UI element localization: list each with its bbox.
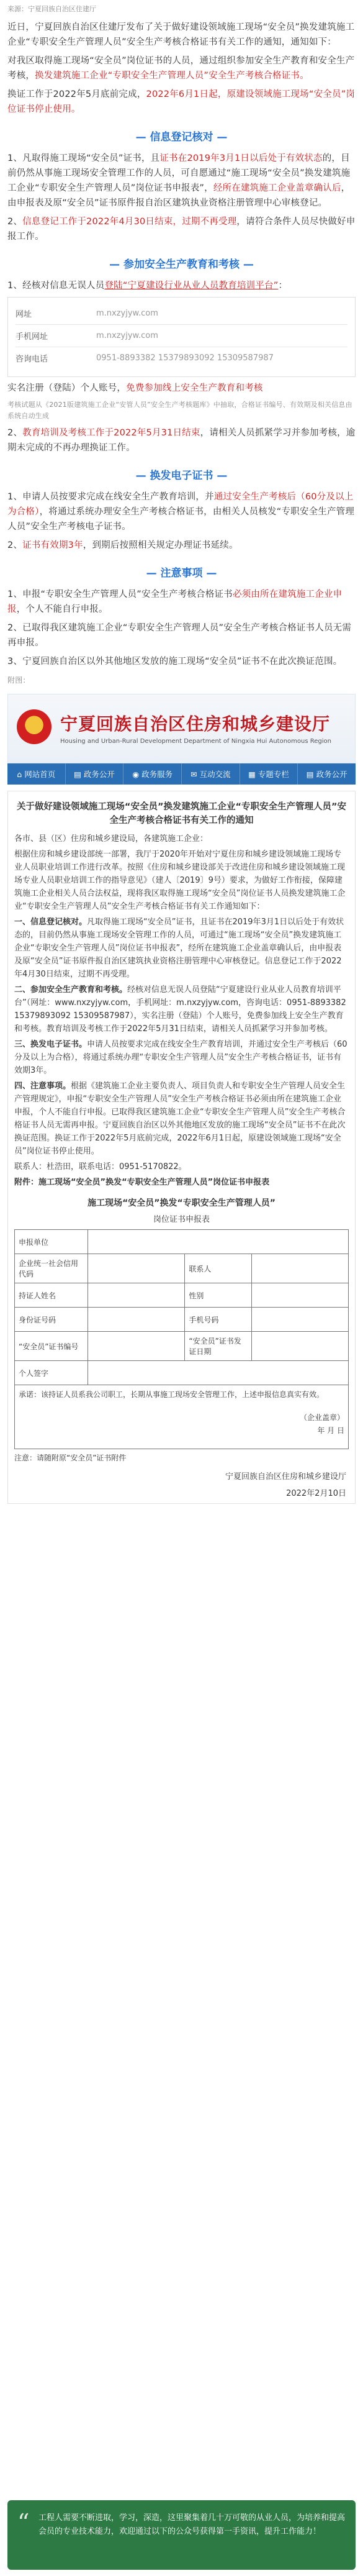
s3-paragraph-2: 2、证书有效期3年，到期后按照相关规定办理证书延续。	[7, 540, 238, 550]
intro-paragraph-2: 对我区取得施工现场“安全员”岗位证书的人员，通过组织参加安全生产教育和安全生产考核，换发建筑施工企业“专职安全生产管理人员”安全生产考核合格证书。	[7, 56, 355, 81]
table-row: 持证人姓名 性别	[15, 1283, 349, 1308]
gov-title: 宁夏回族自治区住房和城乡建设厅	[60, 714, 331, 734]
promise-text: 承诺：该持证人员系我公司职工，长期从事施工现场安全管理工作，上述申报信息真实有效。	[19, 1390, 325, 1399]
exam-note: 考核试题从《2021版建筑施工企业“安管人员”安全生产考核题库》中抽取，合格证书编号、有效期及相关信息由系统自动生成	[7, 401, 352, 420]
service-icon: ◉	[132, 769, 140, 779]
footer-text: 工程人需要不断进取，学习，深造，这里聚集着几十万可敬的从业人员，为培养和提高会员的专业技术能力，欢迎通过以下的公众号获得第一手资讯，提升工作能力！	[38, 2513, 346, 2536]
notice-screenshot	[7, 791, 356, 1504]
form-row: 网址 m.nxzyjyw.com	[16, 303, 347, 325]
form-table-subtitle: 岗位证书申报表	[153, 1215, 210, 1224]
notice-title: 关于做好建设领域施工现场“安全员”换发建筑施工企业“专职安全生产管理人员”安全生产考核合格证书有关工作的通知	[16, 802, 347, 826]
quote-icon: “	[17, 2509, 30, 2536]
signature-date: 2022年2月10日	[286, 1489, 346, 1498]
notice-paragraph: 根据住房和城乡建设部统一部署，我厅于2020年开始对宁夏住房和城乡建设领域施工现场专业人员职业培训工作进行改革。按照《住房和城乡建设部关于改进住房和城乡建设领域施工现场专业人员职业培训工作的指导意见》（建人〔2019〕9号）要求，为做好工作衔接，保障建筑施工企业相关人员合法权益，现将我区取得施工现场“安全员”岗位证书人员换发建筑施工企业“专职安全生产管理人员”安全生产考核合格证书有关工作通知如下：	[14, 850, 346, 911]
notice-item-2: 二、参加安全生产教育和考核。经核对信息无误人员登陆“宁夏建设行业从业人员教育培训平台”（网址：www.nxzyjyw.com，手机网址：m.nxzyjyw.com，咨询电话：0951-8893382 15379893092 15309587987），实名注册（登陆）个人账号，免费参加线上安全生产教育和考核。教育培训及考核工作于2022年5月31日结束，请相关人员抓紧学习并参加考核。	[14, 985, 346, 1034]
nav-topic[interactable]: ▦ 专题专栏	[240, 763, 298, 785]
notice-contact: 联系人：杜浩田，联系电话：0951-5170822。	[14, 1162, 187, 1172]
nav-home[interactable]: ⌂ 网站首页	[7, 763, 66, 785]
table-row: 身份证号码 手机号码	[15, 1308, 349, 1332]
nav-service[interactable]: ◉ 政务服务	[123, 763, 182, 785]
table-row: 申报单位	[15, 1230, 349, 1254]
platform-url-link[interactable]: m.nxzyjyw.com	[96, 309, 158, 318]
seal-text: （企业盖章）	[299, 1413, 344, 1422]
intro-paragraph-1: 近日，宁夏回族自治区住建厅发布了关于做好建设领域施工现场“安全员”换发建筑施工企业“专职安全生产管理人员”安全生产考核合格证书有关工作的通知，通知如下：	[7, 22, 355, 47]
source-line: 来源：宁夏回族自治区住建厅	[7, 5, 96, 13]
national-emblem-icon	[17, 709, 52, 744]
section-title-education-exam: — 参加安全生产教育和考核 —	[0, 255, 363, 271]
nav-interact[interactable]: ✉ 互动交流	[182, 763, 240, 785]
mobile-url-link[interactable]: m.nxzyjyw.com	[96, 331, 158, 340]
notice-item-1: 一、信息登记核对。凡取得施工现场“安全员”证书，且证书在2019年3月1日以后处于有效状态的，目前仍然从事施工现场安全管理工作的人员，可通过“施工现场“安全员”换发建筑施工企业“专职安全生产管理人员”岗位证书申报表”，经所在建筑施工企业盖章确认后，由申报表及原“安全员”证书原件报自治区建筑执业资格注册管理中心审核登记。信息登记工作于2022年4月30日结束，过期不再受理。	[14, 917, 344, 979]
s3-paragraph-1: 1、申请人员按要求完成在线安全生产教育培训，并通过安全生产考核后（60分及以上为合格），将通过系统办理安全生产考核合格证书，由相关人员核发“专职安全生产管理人员”安全生产考核电子证书。	[7, 492, 355, 532]
footer-promo-card	[7, 2500, 356, 2570]
table-note: 注意：请随附原“安全员”证书附件	[14, 1454, 127, 1462]
s2-paragraph-4: 2、教育培训及考核工作于2022年5月31日结束，请相关人员抓紧学习并参加考核，逾期未完成的不再办理换证工作。	[7, 428, 356, 453]
section-title-notes: — 注意事项 —	[0, 564, 363, 580]
gov-subtitle: Housing and Urban-Rural Development Department of Ningxia Hui Autonomous Region	[60, 738, 331, 745]
intro-paragraph-3: 换证工作于2022年5月底前完成，2022年6月1日起，原建设领域施工现场“安全员”岗位证书停止使用。	[7, 89, 356, 114]
s4-paragraph-1: 1、申报“专职安全生产管理人员”安全生产考核合格证书必须由所在建筑施工企业申报，个人不能自行申报。	[7, 589, 343, 614]
table-row: 企业统一社会信用代码 联系人	[15, 1254, 349, 1283]
topic-icon: ▦	[248, 769, 256, 779]
gov-banner	[7, 694, 356, 763]
form-row: 手机网址 m.nxzyjyw.com	[16, 325, 347, 347]
s4-paragraph-2: 2、已取得我区建筑施工企业“专职安全生产管理人员”安全生产考核合格证书人员无需再申报。	[7, 623, 352, 648]
date-fill: 年 月 日	[317, 1426, 344, 1435]
nav-public[interactable]: ▤ 政务公开	[66, 763, 124, 785]
nav-public-2[interactable]: ▤ 政务公开	[306, 769, 347, 779]
platform-info-box	[7, 297, 356, 377]
attach-label: 附图：	[7, 676, 30, 685]
chat-icon: ✉	[190, 769, 197, 779]
form-row: 咨询电话 0951-8893382 15379893092 15309587987	[16, 347, 347, 369]
table-row: 个人签字	[15, 1361, 349, 1385]
s2-paragraph-2: 实名注册（登陆）个人账号，免费参加线上安全生产教育和考核	[7, 383, 263, 393]
section-title-e-certificate: — 换发电子证书 —	[0, 467, 363, 482]
s4-paragraph-3: 3、宁夏回族自治区以外其他地区发放的施工现场“安全员”证书不在此次换证范围。	[7, 657, 343, 667]
table-row	[15, 1385, 349, 1449]
gov-navbar	[7, 763, 356, 785]
form-table-title: 施工现场“安全员”换发“专职安全生产管理人员”	[87, 1198, 276, 1208]
notice-item-4: 四、注意事项。根据《建筑施工企业主要负责人、项目负责人和专职安全生产管理人员安全生产管理规定》，申报“专职安全生产管理人员”安全生产考核合格证书必须由所在建筑施工企业申报，个人不能自行申报。已取得我区建筑施工企业“专职安全生产管理人员”安全生产考核合格证书人员无需再申报。宁夏回族自治区以外其他地区发放的施工现场“安全员”证书不在此次换证范围。换证工作于2022年5月底前完成，2022年6月1日起，原建设领域施工现场“安全员”岗位证书停止使用。	[14, 1081, 346, 1156]
signature-org: 宁夏回族自治区住房和城乡建设厅	[225, 1472, 346, 1481]
s1-paragraph-1: 1、凡取得施工现场“安全员”证书，且证书在2019年3月1日以后处于有效状态的，目前仍然从事施工现场安全管理工作的人员，可自愿通过“施工现场“安全员”换发建筑施工企业“专职安全生产管理人员”岗位证书申报表”，经所在建筑施工企业盖章确认后，由申报表及原“安全员”证书原件报自治区建筑执业资格注册管理中心审核登记。	[7, 153, 351, 208]
notice-greeting: 各市、县（区）住房和城乡建设局，各建筑施工企业：	[14, 834, 208, 844]
table-row: “安全员”证书编号 “安全员”证书发证日期	[15, 1332, 349, 1361]
notice-attachment: 附件：施工现场“安全员”换发“专职安全生产管理人员”岗位证书申报表	[14, 1178, 270, 1187]
doc-icon: ▤	[74, 769, 81, 779]
home-icon: ⌂	[17, 769, 22, 779]
notice-item-3: 三、换发电子证书。申请人员按要求完成在线安全生产教育培训，并通过安全生产考核后（60分及以上为合格），将通过系统办理“专职安全生产管理人员”安全生产考核合格证书，证书有效期3年。	[14, 1040, 347, 1075]
s2-paragraph-1: 1、经核对信息无误人员登陆“宁夏建设行业从业人员教育培训平台”：	[7, 281, 288, 291]
s1-paragraph-2: 2、信息登记工作于2022年4月30日结束，过期不再受理，请符合条件人员尽快做好申报工作。	[7, 217, 356, 242]
doc-icon: ▤	[306, 769, 314, 779]
consult-phone: 0951-8893382 15379893092 15309587987	[96, 353, 274, 363]
section-title-info-check: — 信息登记核对 —	[0, 128, 363, 143]
application-form-table	[14, 1229, 349, 1449]
